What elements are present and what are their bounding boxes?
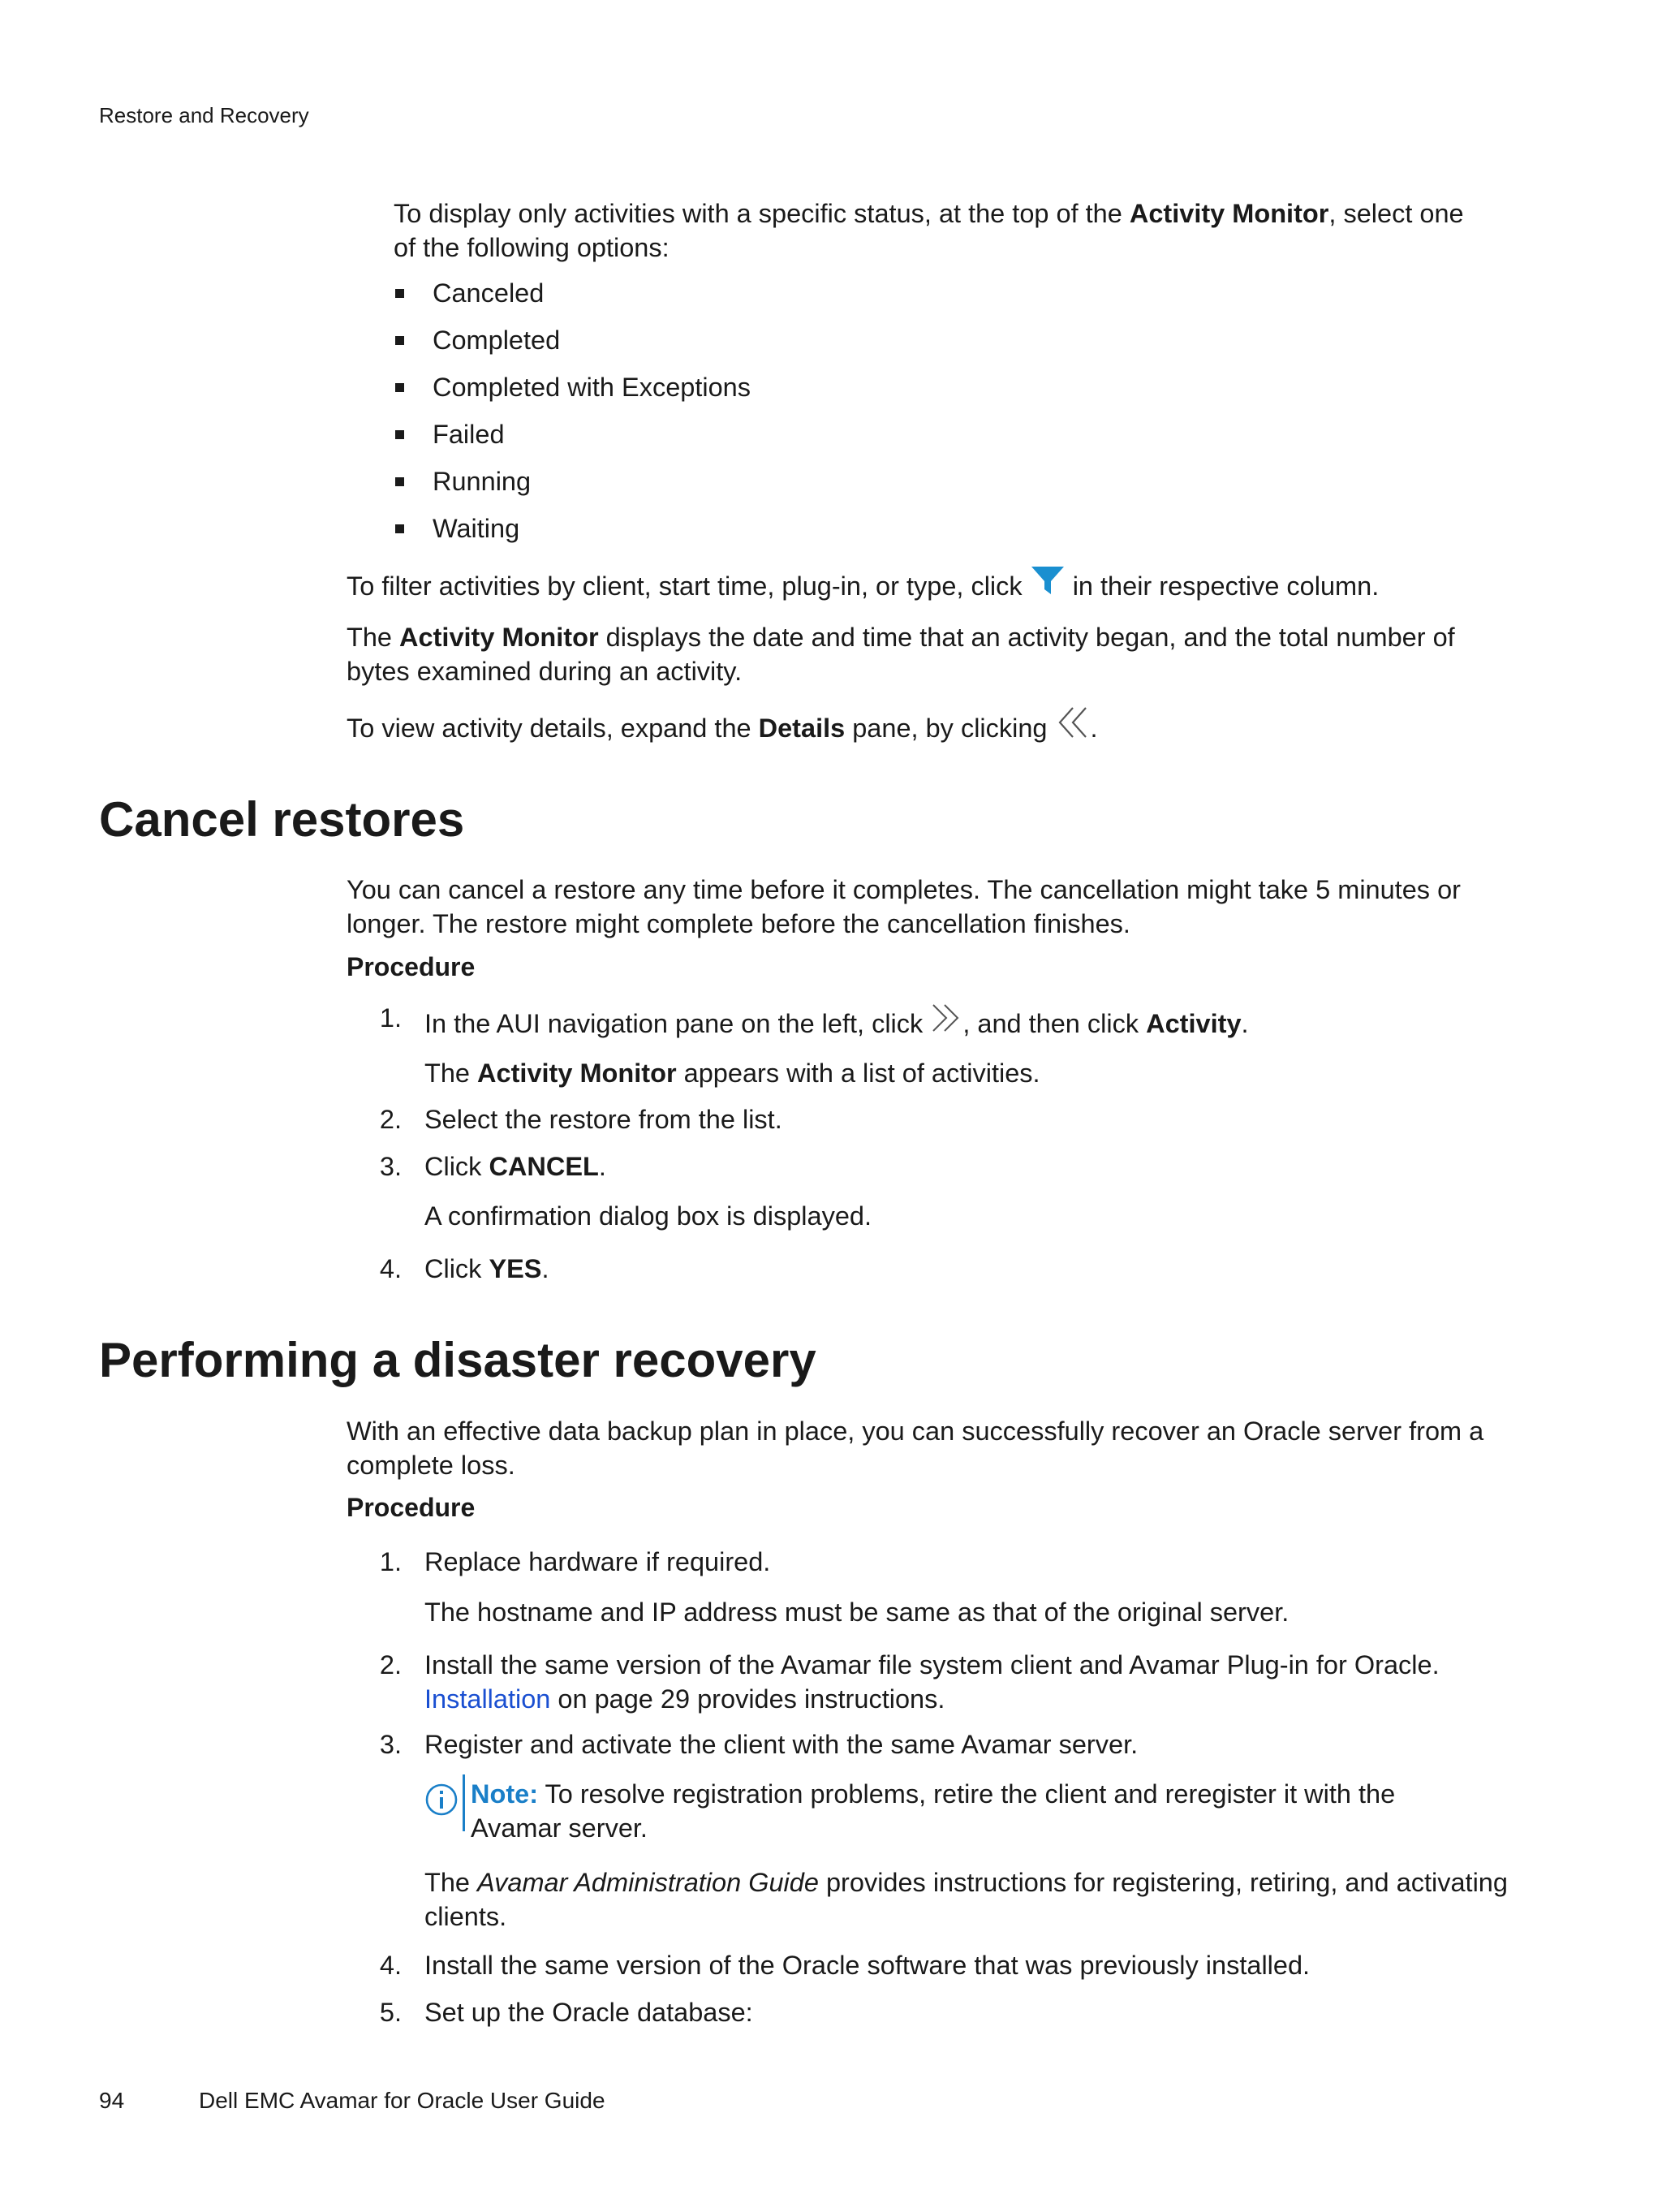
disaster-description: With an effective data backup plan in place, you can successfully recover an Oracle server from a complete loss.	[347, 1416, 1484, 1480]
bullet-square-icon	[395, 383, 404, 392]
section-heading-cancel-restores: Cancel restores	[99, 792, 465, 847]
step-text: Click CANCEL.	[424, 1152, 606, 1181]
step-number: 1.	[379, 1547, 402, 1576]
running-header: Restore and Recovery	[99, 103, 309, 127]
step-text: Register and activate the client with the same Avamar server.	[424, 1730, 1139, 1759]
bullet-square-icon	[395, 430, 404, 439]
bullet-square-icon	[395, 524, 404, 533]
status-option-label: Failed	[433, 420, 505, 449]
status-option-item	[394, 370, 751, 417]
status-option-label: Canceled	[433, 278, 545, 308]
filter-funnel-icon	[1030, 565, 1066, 597]
status-option-label: Completed	[433, 326, 561, 355]
status-option-item	[394, 464, 751, 511]
step-text: Install the same version of the Oracle software that was previously installed.	[424, 1951, 1311, 1980]
step-text: Select the restore from the list.	[424, 1105, 782, 1134]
status-option-label: Completed with Exceptions	[433, 373, 751, 402]
double-chevron-left-icon	[1055, 705, 1091, 740]
note-text: Note: To resolve registration problems, retire the client and reregister it with the Avamar server.	[471, 1779, 1396, 1843]
activity-monitor-paragraph: The Activity Monitor displays the date and time that an activity began, and the total number of bytes examined during an activity.	[347, 623, 1455, 686]
step-number: 4.	[379, 1254, 402, 1283]
step-number: 2.	[379, 1650, 402, 1679]
status-option-item	[394, 276, 751, 323]
step-result: The hostname and IP address must be same as that of the original server.	[424, 1598, 1290, 1627]
step-number: 1.	[379, 1003, 402, 1033]
info-icon	[424, 1783, 459, 1817]
step-text: Set up the Oracle database:	[424, 1998, 753, 2027]
step-text: Install the same version of the Avamar file system client and Avamar Plug-in for Oracle. Installation on page 29 provides instructions.	[424, 1650, 1440, 1714]
step-result: A confirmation dialog box is displayed.	[424, 1201, 872, 1231]
guide-reference: The Avamar Administration Guide provides instructions for registering, retiring, and activating clients.	[424, 1868, 1508, 1931]
footer-title: Dell EMC Avamar for Oracle User Guide	[199, 2088, 605, 2113]
step-number: 5.	[379, 1998, 402, 2027]
status-options-list	[394, 276, 751, 558]
note-bar	[463, 1774, 465, 1831]
step-result: The Activity Monitor appears with a list of activities.	[424, 1059, 1040, 1088]
step-number: 3.	[379, 1152, 402, 1181]
step-text: Click YES.	[424, 1254, 549, 1283]
cancel-description: You can cancel a restore any time before it completes. The cancellation might take 5 minutes or longer. The restore might complete before the cancellation finishes.	[347, 875, 1461, 938]
filter-paragraph: To filter activities by client, start time, plug-in, or type, click in their respective column.	[347, 569, 1564, 603]
status-filter-intro: To display only activities with a specific status, at the top of the Activity Monitor, select one of the following options:	[394, 199, 1464, 262]
step-text: Replace hardware if required.	[424, 1547, 771, 1576]
step-text: In the AUI navigation pane on the left, click , and then click Activity.	[424, 1007, 1561, 1041]
step-number: 3.	[379, 1730, 402, 1759]
status-option-item	[394, 417, 751, 464]
section-heading-disaster-recovery: Performing a disaster recovery	[99, 1333, 816, 1387]
status-option-label: Running	[433, 467, 532, 496]
step-number: 4.	[379, 1951, 402, 1980]
installation-link[interactable]: Installation	[424, 1684, 551, 1714]
status-option-item	[394, 323, 751, 370]
page-number: 94	[99, 2088, 125, 2113]
double-chevron-right-icon	[930, 1002, 962, 1034]
step-number: 2.	[379, 1105, 402, 1134]
bullet-square-icon	[395, 336, 404, 345]
details-paragraph: To view activity details, expand the Details pane, by clicking .	[347, 711, 1564, 745]
status-option-label: Waiting	[433, 514, 520, 543]
procedure-label: Procedure	[347, 1493, 476, 1522]
status-option-item	[394, 511, 751, 558]
bullet-square-icon	[395, 289, 404, 298]
procedure-label: Procedure	[347, 952, 476, 981]
bullet-square-icon	[395, 477, 404, 486]
